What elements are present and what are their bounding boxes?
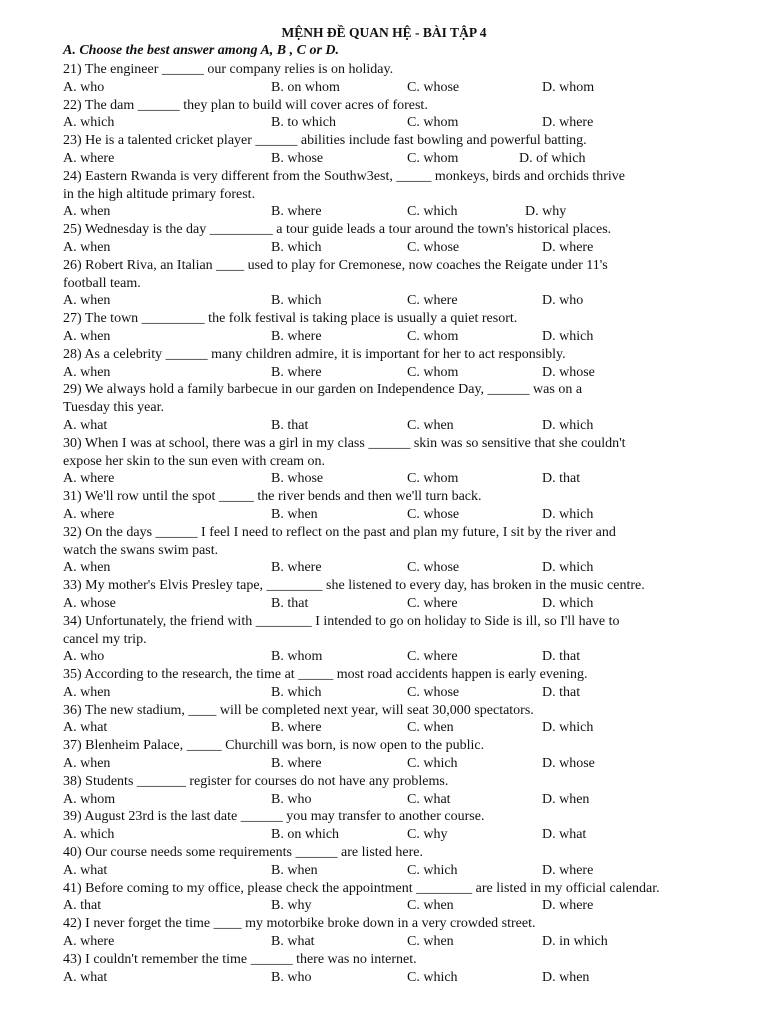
question-item <box>63 346 723 382</box>
answer-option-d: D. where <box>542 115 594 131</box>
answer-option-a: A. when <box>63 204 111 220</box>
answer-option-c: C. what <box>407 791 451 807</box>
answer-option-c: C. which <box>407 969 458 985</box>
answer-options <box>63 684 723 702</box>
answer-option-c: C. which <box>407 204 458 220</box>
answer-option-c: C. where <box>407 293 458 309</box>
answer-options <box>63 559 723 577</box>
answer-option-b: B. where <box>271 204 322 220</box>
answer-option-d: D. where <box>542 898 594 914</box>
answer-option-c: C. which <box>407 756 458 772</box>
question-list <box>63 61 723 986</box>
answer-options <box>63 79 723 97</box>
answer-option-c: C. where <box>407 595 458 611</box>
question-item <box>63 702 723 738</box>
question-text: 23) He is a talented cricket player ______ abilities include fast bowling and powerful batting. <box>63 133 587 149</box>
answer-option-a: A. when <box>63 756 111 772</box>
answer-option-b: B. what <box>271 934 315 950</box>
answer-option-a: A. who <box>63 79 105 95</box>
answer-option-d: D. whose <box>542 756 595 772</box>
question-text: 42) I never forget the time ____ my motorbike broke down in a very crowded street. <box>63 916 536 932</box>
answer-option-d: D. which <box>542 720 594 736</box>
question-text: 41) Before coming to my office, please check the appointment ________ are listed in my official calendar. <box>63 880 660 896</box>
answer-option-d: D. that <box>542 649 581 665</box>
answer-option-c: C. whose <box>407 560 460 576</box>
answer-option-c: C. when <box>407 898 454 914</box>
answer-option-d: D. whom <box>542 79 595 95</box>
question-item <box>63 844 723 880</box>
answer-option-c: C. whom <box>407 328 459 344</box>
answer-options <box>63 933 723 951</box>
question-text: 33) My mother's Elvis Presley tape, ________ she listened to every day, has broken in the music centre. <box>63 578 645 594</box>
question-item <box>63 915 723 951</box>
answer-options <box>63 114 723 132</box>
answer-option-a: A. what <box>63 969 108 985</box>
question-item <box>63 524 723 577</box>
question-text: 27) The town _________ the folk festival is taking place is usually a quiet resort. <box>63 311 518 327</box>
answer-options <box>63 755 723 773</box>
answer-option-b: B. which <box>271 684 322 700</box>
answer-options <box>63 719 723 737</box>
answer-option-b: B. why <box>271 898 312 914</box>
answer-option-c: C. whom <box>407 150 459 166</box>
question-text: 29) We always hold a family barbecue in our garden on Independence Day, ______ was on a <box>63 382 583 398</box>
answer-options <box>63 364 723 382</box>
answer-options <box>63 791 723 809</box>
answer-option-b: B. on which <box>271 827 340 843</box>
answer-option-a: A. where <box>63 934 115 950</box>
question-item <box>63 221 723 257</box>
answer-option-a: A. whose <box>63 595 116 611</box>
answer-option-b: B. whose <box>271 150 324 166</box>
question-item <box>63 613 723 666</box>
answer-option-a: A. when <box>63 293 111 309</box>
answer-option-c: C. whom <box>407 364 459 380</box>
answer-option-a: A. when <box>63 364 111 380</box>
answer-option-a: A. who <box>63 649 105 665</box>
question-text: in the high altitude primary forest. <box>63 186 256 202</box>
answer-option-b: B. to which <box>271 115 336 131</box>
answer-option-d: D. which <box>542 328 594 344</box>
answer-option-c: C. when <box>407 720 454 736</box>
answer-option-c: C. when <box>407 417 454 433</box>
answer-options <box>63 328 723 346</box>
answer-option-a: A. what <box>63 862 108 878</box>
answer-option-a: A. when <box>63 560 111 576</box>
answer-option-a: A. what <box>63 417 108 433</box>
answer-option-a: A. what <box>63 720 108 736</box>
answer-option-a: A. which <box>63 115 115 131</box>
answer-options <box>63 239 723 257</box>
answer-option-b: B. who <box>271 791 312 807</box>
question-item <box>63 61 723 97</box>
question-item <box>63 97 723 133</box>
answer-option-b: B. when <box>271 862 318 878</box>
question-text: expose her skin to the sun even with cream on. <box>63 453 326 469</box>
answer-options <box>63 862 723 880</box>
answer-option-c: C. whose <box>407 506 460 522</box>
answer-options <box>63 203 723 221</box>
answer-options <box>63 506 723 524</box>
answer-option-a: A. where <box>63 471 115 487</box>
answer-options <box>63 969 723 987</box>
question-text: football team. <box>63 275 141 291</box>
answer-option-a: A. where <box>63 150 115 166</box>
answer-option-b: B. where <box>271 328 322 344</box>
answer-option-b: B. on whom <box>271 79 340 95</box>
answer-option-b: B. where <box>271 720 322 736</box>
answer-options <box>63 470 723 488</box>
question-text: 43) I couldn't remember the time ______ there was no internet. <box>63 951 417 967</box>
answer-option-d: D. whose <box>542 364 595 380</box>
question-text: 26) Robert Riva, an Italian ____ used to play for Cremonese, now coaches the Reigate under 11's <box>63 257 608 273</box>
answer-option-b: B. which <box>271 293 322 309</box>
answer-options <box>63 826 723 844</box>
answer-option-d: D. which <box>542 417 594 433</box>
answer-option-d: D. what <box>542 827 587 843</box>
answer-option-c: C. where <box>407 649 458 665</box>
question-text: 22) The dam ______ they plan to build will cover acres of forest. <box>63 97 428 113</box>
answer-option-c: C. why <box>407 827 448 843</box>
answer-option-d: D. who <box>542 293 584 309</box>
question-item <box>63 880 723 916</box>
question-text: Tuesday this year. <box>63 400 164 416</box>
answer-option-c: C. when <box>407 934 454 950</box>
question-item <box>63 257 723 310</box>
answer-option-b: B. where <box>271 364 322 380</box>
answer-option-d: D. of which <box>519 150 586 166</box>
answer-option-a: A. that <box>63 898 102 914</box>
question-text: 24) Eastern Rwanda is very different from the Southw3est, _____ monkeys, birds and orchids thrive <box>63 168 625 184</box>
answer-option-d: D. that <box>542 471 581 487</box>
answer-option-d: D. in which <box>542 934 608 950</box>
answer-option-d: D. where <box>542 239 594 255</box>
answer-option-b: B. where <box>271 756 322 772</box>
answer-option-a: A. which <box>63 827 115 843</box>
question-text: watch the swans swim past. <box>63 542 219 558</box>
question-item <box>63 310 723 346</box>
question-item <box>63 666 723 702</box>
question-item <box>63 577 723 613</box>
question-item <box>63 168 723 221</box>
answer-option-c: C. whose <box>407 239 460 255</box>
answer-options <box>63 150 723 168</box>
question-item <box>63 132 723 168</box>
answer-option-b: B. where <box>271 560 322 576</box>
answer-option-b: B. that <box>271 595 309 611</box>
answer-option-d: D. when <box>542 791 590 807</box>
answer-option-b: B. who <box>271 969 312 985</box>
answer-options <box>63 595 723 613</box>
question-item <box>63 951 723 987</box>
answer-options <box>63 897 723 915</box>
answer-option-a: A. whom <box>63 791 116 807</box>
instruction-heading: A. Choose the best answer among A, B , C or D. <box>63 43 340 58</box>
answer-option-d: D. why <box>525 204 567 220</box>
answer-option-a: A. when <box>63 239 111 255</box>
question-text: 28) As a celebrity ______ many children admire, it is important for her to act responsibly. <box>63 346 566 362</box>
answer-option-b: B. which <box>271 239 322 255</box>
answer-options <box>63 292 723 310</box>
answer-option-d: D. which <box>542 506 594 522</box>
question-text: 40) Our course needs some requirements ______ are listed here. <box>63 845 423 861</box>
answer-option-c: C. whose <box>407 684 460 700</box>
question-item <box>63 488 723 524</box>
question-text: 38) Students _______ register for courses do not have any problems. <box>63 773 449 789</box>
answer-option-b: B. that <box>271 417 309 433</box>
question-text: 34) Unfortunately, the friend with ________ I intended to go on holiday to Side is ill, so I'll have to <box>63 613 620 629</box>
question-item <box>63 435 723 488</box>
answer-option-c: C. whose <box>407 79 460 95</box>
answer-options <box>63 648 723 666</box>
answer-option-b: B. whose <box>271 471 324 487</box>
question-item <box>63 773 723 809</box>
question-text: 36) The new stadium, ____ will be completed next year, will seat 30,000 spectators. <box>63 702 534 718</box>
answer-option-c: C. whom <box>407 115 459 131</box>
question-item <box>63 737 723 773</box>
answer-option-d: D. where <box>542 862 594 878</box>
page-title: MỆNH ĐỀ QUAN HỆ - BÀI TẬP 4 <box>281 25 487 40</box>
answer-option-a: A. when <box>63 328 111 344</box>
answer-option-c: C. whom <box>407 471 459 487</box>
answer-option-d: D. which <box>542 560 594 576</box>
answer-option-d: D. that <box>542 684 581 700</box>
question-item <box>63 381 723 434</box>
question-text: 25) Wednesday is the day _________ a tour guide leads a tour around the town's historical places. <box>63 222 612 238</box>
question-text: 31) We'll row until the spot _____ the river bends and then we'll turn back. <box>63 489 482 505</box>
question-text: 32) On the days ______ I feel I need to reflect on the past and plan my future, I sit by the river and <box>63 524 616 540</box>
answer-option-a: A. where <box>63 506 115 522</box>
question-text: 30) When I was at school, there was a girl in my class ______ skin was so sensitive that she couldn't <box>63 435 626 451</box>
question-text: 37) Blenheim Palace, _____ Churchill was born, is now open to the public. <box>63 738 485 754</box>
answer-option-a: A. when <box>63 684 111 700</box>
answer-options <box>63 417 723 435</box>
question-text: cancel my trip. <box>63 631 147 647</box>
question-text: 35) According to the research, the time at _____ most road accidents happen is early evening. <box>63 667 588 683</box>
answer-option-b: B. when <box>271 506 318 522</box>
question-item <box>63 808 723 844</box>
answer-option-d: D. which <box>542 595 594 611</box>
answer-option-b: B. whom <box>271 649 323 665</box>
answer-option-d: D. when <box>542 969 590 985</box>
answer-option-c: C. which <box>407 862 458 878</box>
question-text: 39) August 23rd is the last date ______ you may transfer to another course. <box>63 809 485 825</box>
question-text: 21) The engineer ______ our company relies is on holiday. <box>63 62 394 77</box>
